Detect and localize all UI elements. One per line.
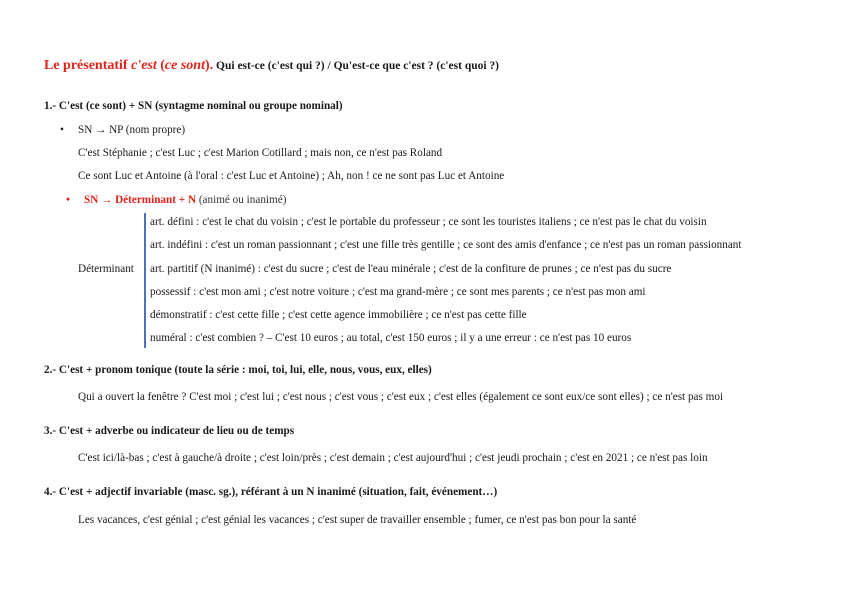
- section-4-example: Les vacances, c'est génial ; c'est génial les vacances ; c'est super de travailler ensemble ; fumer, ce n'est pas bon pour la santé: [78, 514, 637, 526]
- det-row-demonstratif: démonstratif : c'est cette fille ; c'est cette agence immobilière ; ce n'est pas cette fille: [150, 309, 527, 321]
- det-row-defini: art. défini : c'est le chat du voisin ; c'est le portable du professeur ; ce sont les touristes italiens ; ce n'est pas le chat du voisin: [150, 216, 707, 228]
- section-3-example: C'est ici/là-bas ; c'est à gauche/à droite ; c'est loin/près ; c'est demain ; c'est aujourd'hui ; c'est jeudi prochain ; c'est en 2021 ; ce n'est pas loin: [78, 452, 708, 464]
- section-4-heading: 4.- C'est + adjectif invariable (masc. sg.), référant à un N inanimé (situation, fait, événement…): [44, 486, 498, 498]
- bracket-divider: [144, 213, 146, 348]
- bullet-dot-icon: •: [66, 194, 70, 206]
- np-example-2: Ce sont Luc et Antoine (à l'oral : c'est Luc et Antoine) ; Ah, non ! ce ne sont pas Luc et Antoine: [78, 170, 505, 182]
- bullet-determinant: • SN → Déterminant + N (animé ou inanimé): [66, 194, 287, 206]
- section-1-heading: 1.- C'est (ce sont) + SN (syntagme nominal ou groupe nominal): [44, 100, 343, 112]
- determinant-label: Déterminant: [78, 263, 134, 275]
- bullet-dot-icon: •: [60, 124, 64, 136]
- det-row-possessif: possessif : c'est mon ami ; c'est notre voiture ; c'est ma grand-mère ; ce sont mes parents ; ce n'est pas mon ami: [150, 286, 646, 298]
- title-questions: Qui est-ce (c'est qui ?) / Qu'est-ce que c'est ? (c'est quoi ?): [213, 60, 500, 72]
- section-3-heading: 3.- C'est + adverbe ou indicateur de lieu ou de temps: [44, 425, 295, 437]
- title-main: Le présentatif c'est (ce sont).: [44, 58, 214, 73]
- np-example-1: C'est Stéphanie ; c'est Luc ; c'est Marion Cotillard ; mais non, ce n'est pas Roland: [78, 147, 443, 159]
- page-title: [44, 58, 499, 74]
- det-row-numeral: numéral : c'est combien ? – C'est 10 euros ; au total, c'est 150 euros ; il y a une erreur : ce n'est pas 10 euros: [150, 332, 632, 344]
- det-row-indefini: art. indéfini : c'est un roman passionnant ; c'est une fille très gentille ; ce sont des amis d'enfance ; ce n'est pas un roman passionnant: [150, 239, 742, 251]
- det-row-partitif: art. partitif (N inanimé) : c'est du sucre ; c'est de l'eau minérale ; c'est de la confiture de prunes ; ce n'est pas du sucre: [150, 263, 672, 275]
- section-2-heading: 2.- C'est + pronom tonique (toute la série : moi, toi, lui, elle, nous, vous, eux, elles): [44, 364, 432, 376]
- bullet-np: • SN → NP (nom propre): [60, 124, 186, 136]
- section-2-example: Qui a ouvert la fenêtre ? C'est moi ; c'est lui ; c'est nous ; c'est vous ; c'est eux ; c'est elles (également ce sont eux/ce sont elles) ; ce n'est pas moi: [78, 391, 724, 403]
